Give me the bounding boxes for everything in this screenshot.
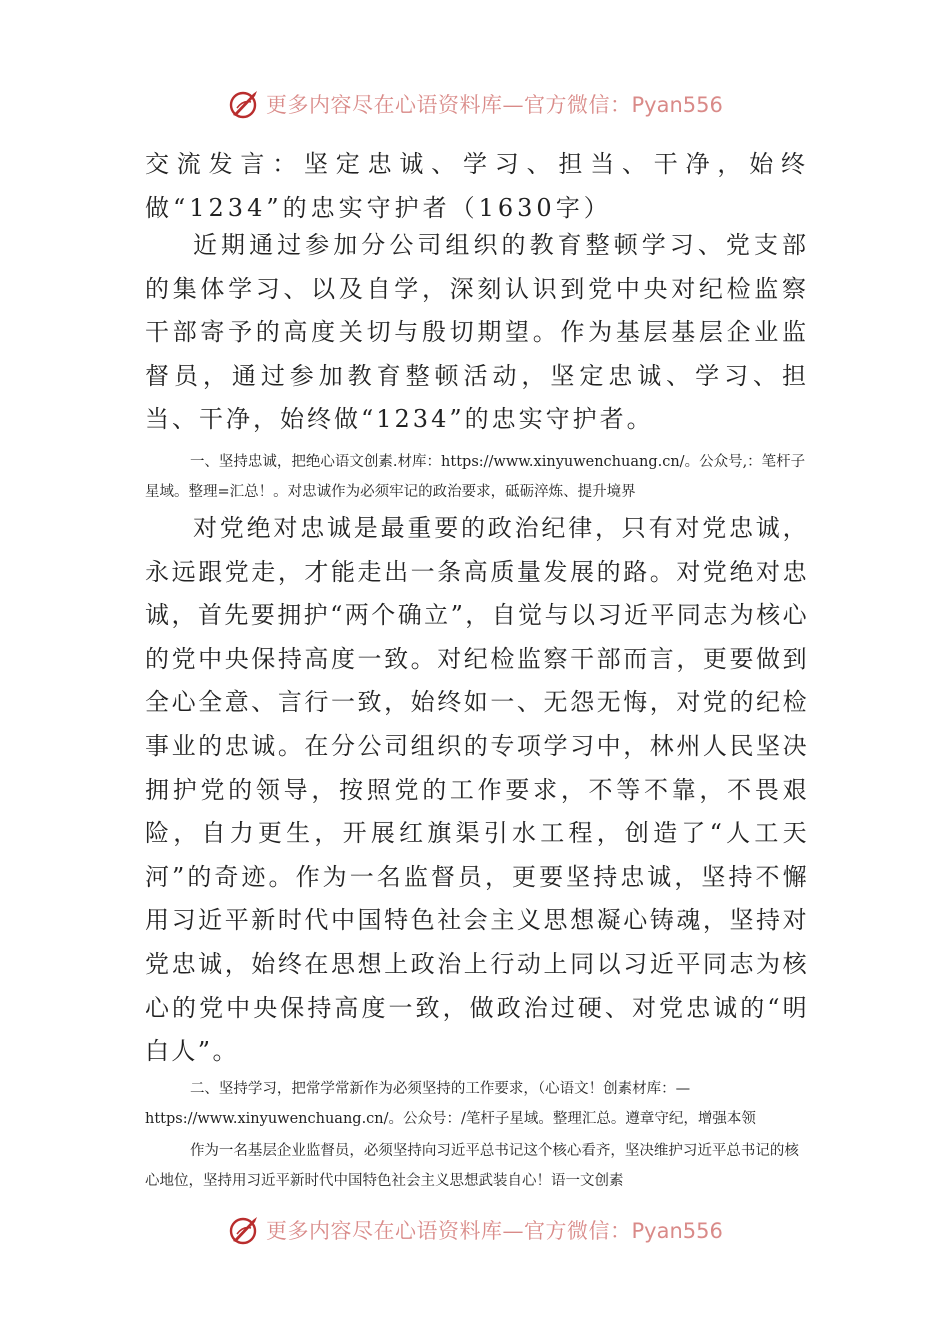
body-paragraph-2: 作为一名基层企业监督员，必须坚持向习近平总书记这个核心看齐，坚决维护习近平总书记的核心地位，坚持用习近平新时代中国特色社会主义思想武装自心！语一文创素 <box>145 1143 799 1189</box>
footer-banner <box>228 1212 728 1248</box>
pen-logo-icon <box>228 1214 260 1246</box>
section-heading-1: 一、坚持忠诚，把绝心语文创素.材库：https://www.xinyuwenchuang.cn/。公众号,：笔杆子星域。整理=汇总！。对忠诚作为必须牢记的政治要求，砥砺淬炼、提升境界 <box>145 454 806 500</box>
header-banner <box>228 86 728 122</box>
header-banner-text: 更多内容尽在心语资料库—官方微信：Pyan556 <box>266 93 723 117</box>
header-banner-id: Pyan556 <box>631 93 723 117</box>
footer-banner-text: 更多内容尽在心语资料库—官方微信：Pyan556 <box>266 1219 723 1243</box>
document-title: 交流发言：坚定忠诚、学习、担当、干净，始终做“1234”的忠实守护者（1630字） <box>145 150 809 222</box>
pen-logo-icon <box>228 88 260 120</box>
intro-paragraph: 近期通过参加分公司组织的教育整顿学习、党支部的集体学习、以及自学，深刻认识到党中央对纪检监察干部寄予的高度关切与殷切期望。作为基层基层企业监督员，通过参加教育整顿活动，坚定忠诚、学习、担当、干净，始终做“1234”的忠实守护者。 <box>145 231 809 434</box>
footer-banner-id: Pyan556 <box>631 1219 723 1243</box>
section-heading-2: 二、坚持学习，把常学常新作为必须坚持的工作要求，（心语文！创素材库：—https://www.xinyuwenchuang.cn/。公众号：/笔杆子星域。整理汇总。遵章守纪，增强本领 <box>145 1081 756 1127</box>
body-paragraph-1: 对党绝对忠诚是最重要的政治纪律，只有对党忠诚，永远跟党走，才能走出一条高质量发展的路。对党绝对忠诚，首先要拥护“两个确立”，自觉与以习近平同志为核心的党中央保持高度一致。对纪检监察干部而言，更要做到全心全意、言行一致，始终如一、无怨无悔，对党的纪检事业的忠诚。在分公司组织的专项学习中，林州人民坚决拥护党的领导，按照党的工作要求，不等不靠，不畏艰险，自力更生，开展红旗渠引水工程，创造了“人工天河”的奇迹。作为一名监督员，更要坚持忠诚，坚持不懈用习近平新时代中国特色社会主义思想凝心铸魂，坚持对党忠诚，始终在思想上政治上行动上同以习近平同志为核心的党中央保持高度一致，做政治过硬、对党忠诚的“明白人”。 <box>145 514 809 1066</box>
